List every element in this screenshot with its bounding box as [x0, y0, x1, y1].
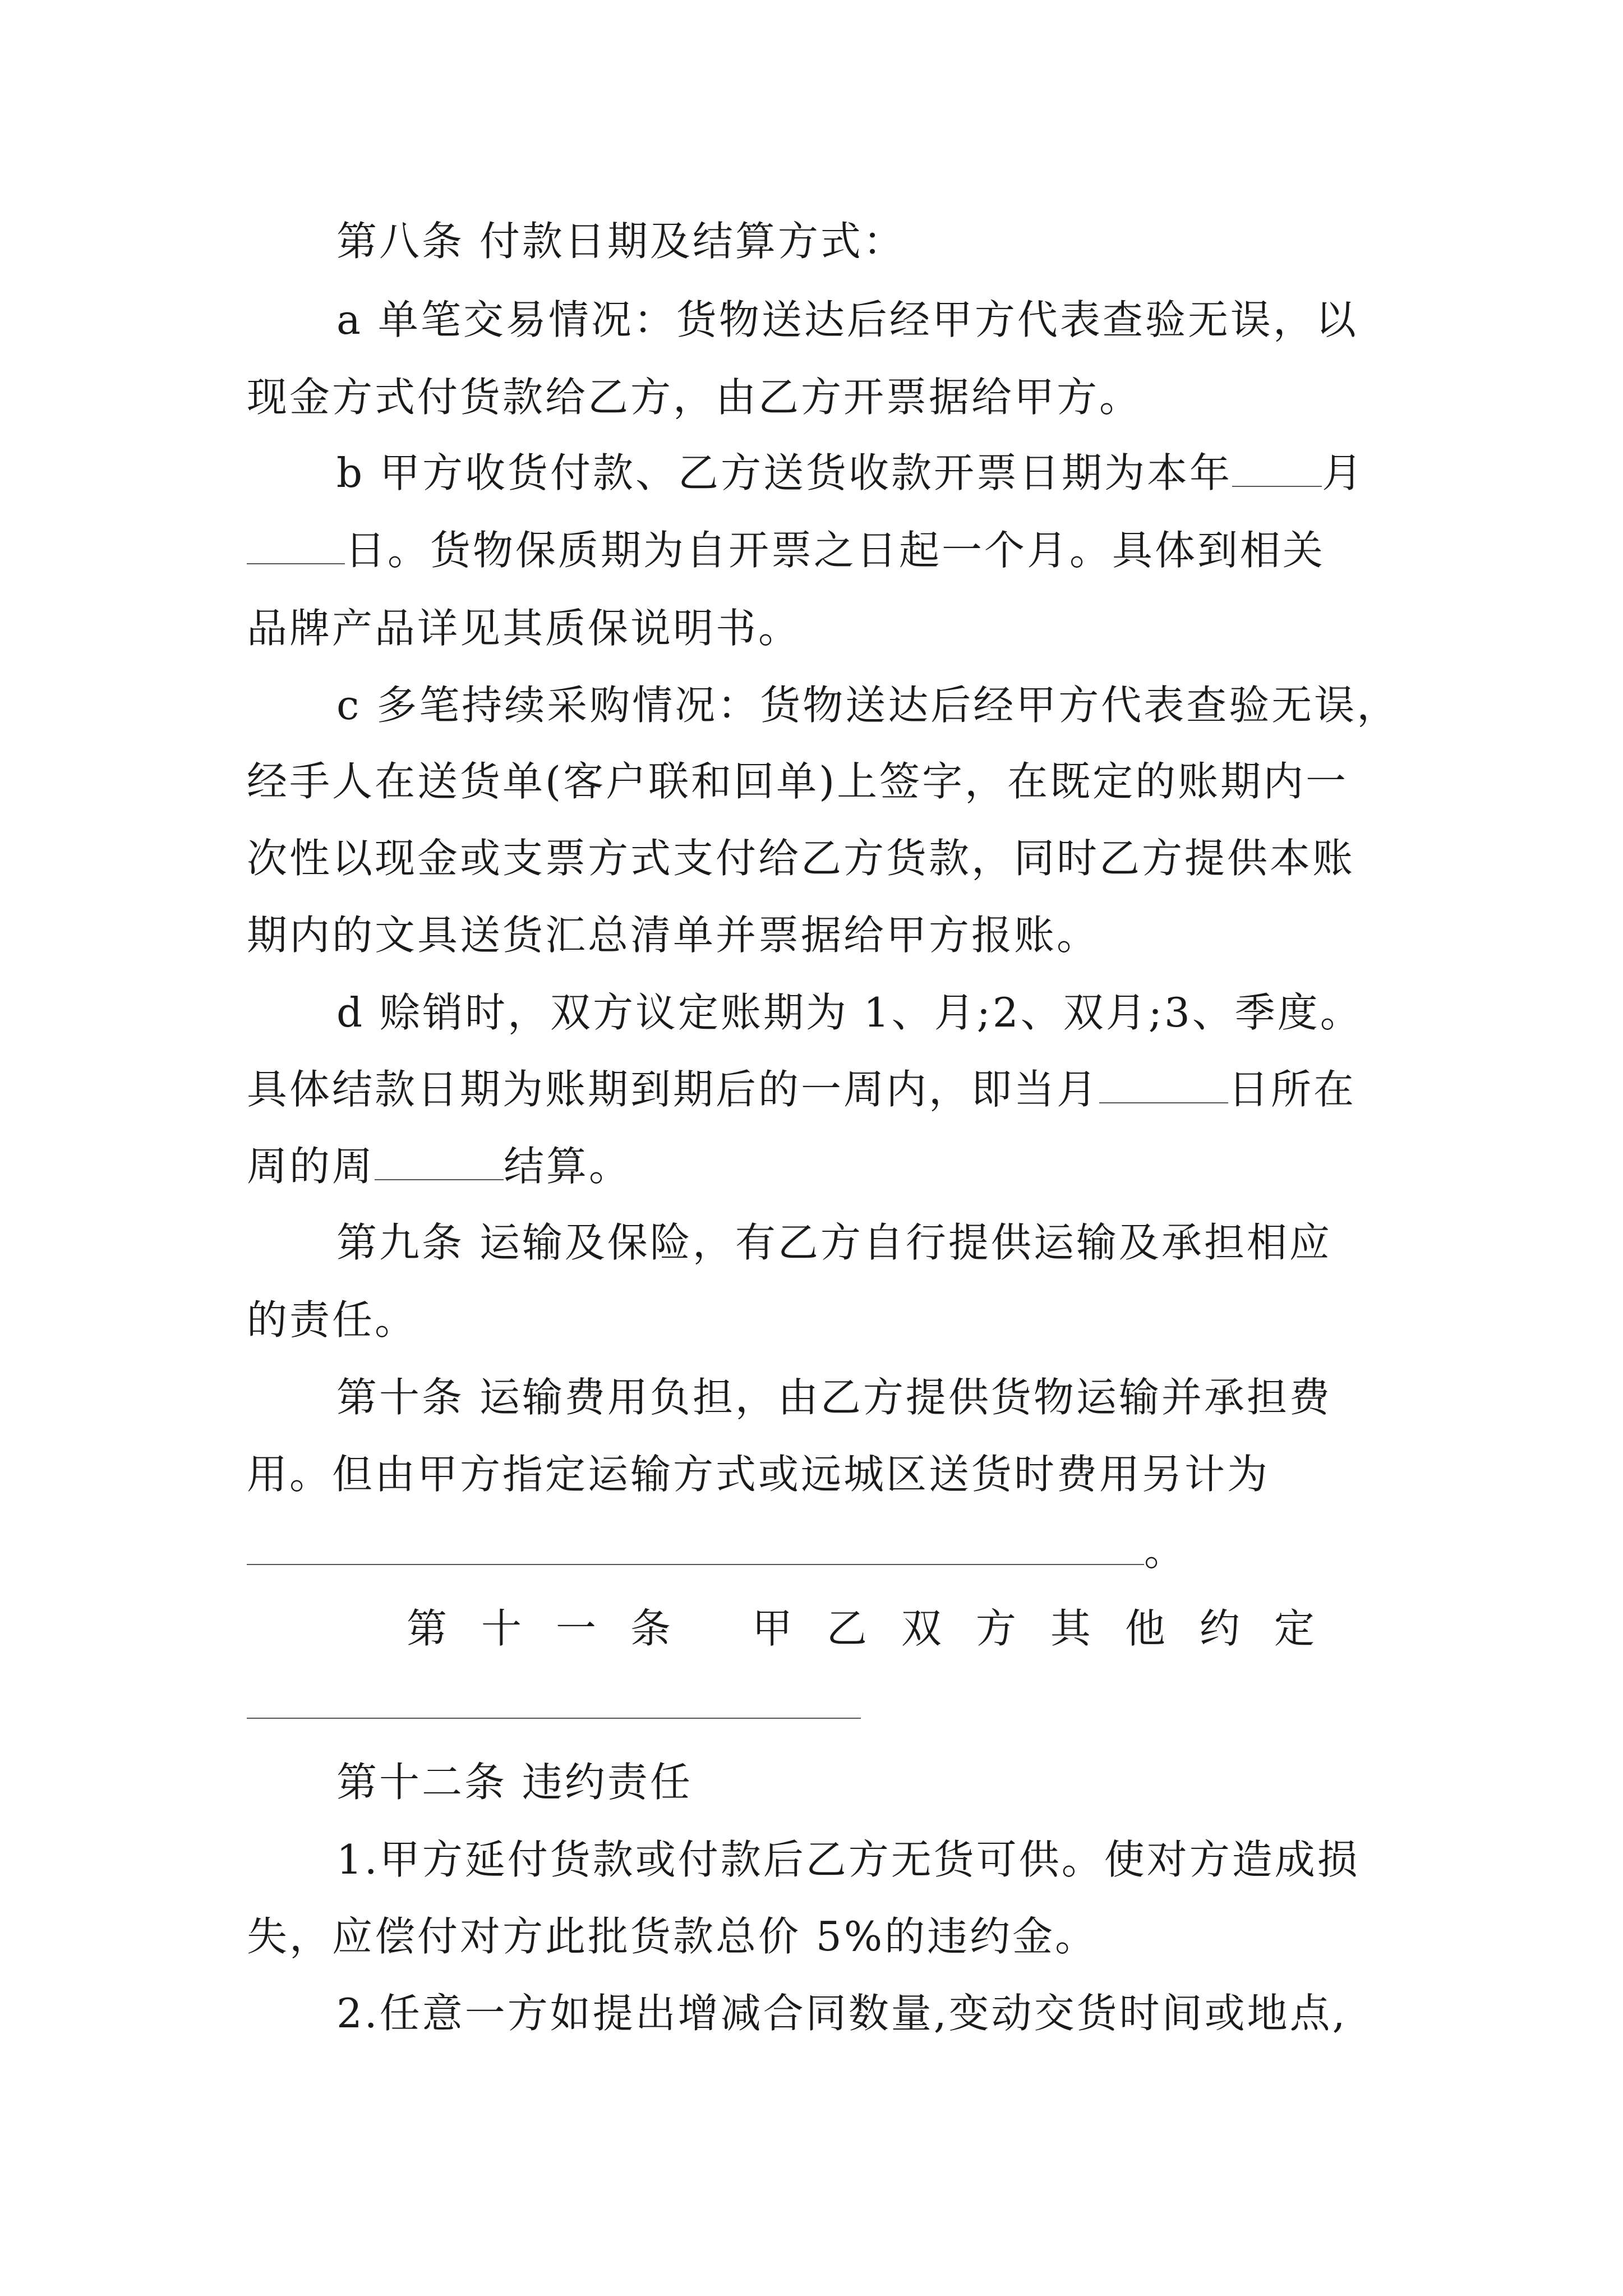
clause-b-text: b 甲方收货付款、乙方送货收款开票日期为本年	[336, 449, 1232, 496]
article-12-item-2-line-1: 2.任意一方如提出增减合同数量,变动交货时间或地点,	[336, 1990, 1348, 2037]
clause-d-suffix: 日所在	[1228, 1066, 1357, 1113]
clause-c-line-4: 期内的文具送货汇总清单并票据给甲方报账。	[247, 912, 1100, 959]
article-12-item-1-line-1: 1.甲方延付货款或付款后乙方无货可供。使对方造成损	[336, 1836, 1360, 1883]
clause-d-line-3	[247, 1139, 631, 1193]
article-8-heading: 第八条 付款日期及结算方式：	[336, 218, 906, 265]
clause-d-text: 具体结款日期为账期到期后的一周内，即当月	[247, 1066, 1100, 1113]
clause-a-line-2: 现金方式付货款给乙方，由乙方开票据给甲方。	[247, 374, 1142, 421]
clause-c-line-3: 次性以现金或支票方式支付给乙方货款，同时乙方提供本账	[247, 835, 1355, 882]
clause-b-line-3: 品牌产品详见其质保说明书。	[247, 605, 801, 652]
article-12-heading: 第十二条 违约责任	[336, 1759, 693, 1806]
article-12-item-1-line-2: 失，应偿付对方此批货款总价 5%的违约金。	[247, 1913, 1098, 1960]
clause-b-line-1	[336, 446, 1364, 500]
month-label: 月	[1321, 449, 1364, 496]
clause-d-settle: 结算。	[504, 1143, 632, 1190]
article-10-line-2: 用。但由甲方指定运输方式或远城区送货时费用另计为	[247, 1451, 1270, 1498]
weekday-blank	[375, 1144, 504, 1180]
article-10-line-3	[247, 1524, 1187, 1578]
day-blank	[247, 528, 345, 564]
article-9-line-2: 的责任。	[247, 1296, 418, 1343]
clause-b-text-2: 日。货物保质期为自开票之日起一个月。具体到相关	[345, 527, 1326, 574]
article-11-blank-line	[247, 1718, 861, 1719]
month-blank	[1232, 451, 1322, 487]
clause-b-line-2	[247, 523, 1325, 577]
article-11-heading: 第十一条 甲乙双方其他约定	[407, 1605, 1349, 1652]
period-mark: 。	[1144, 1527, 1187, 1575]
clause-d-line-1: d 赊销时，双方议定账期为 1、月;2、双月;3、季度。	[336, 989, 1363, 1036]
clause-c-line-2: 经手人在送货单(客户联和回单)上签字，在既定的账期内一	[247, 758, 1349, 805]
clause-d-line-2	[247, 1062, 1356, 1116]
clause-c-line-1: c 多笔持续采购情况：货物送达后经甲方代表查验无误，	[336, 682, 1400, 729]
clause-a-line-1: a 单笔交易情况：货物送达后经甲方代表查验无误，以	[336, 296, 1358, 343]
freight-cost-blank	[247, 1529, 1144, 1565]
article-9-line-1: 第九条 运输及保险，有乙方自行提供运输及承担相应	[336, 1219, 1332, 1266]
clause-d-week-text: 周的周	[247, 1143, 375, 1190]
settlement-day-blank	[1099, 1068, 1228, 1103]
article-10-line-1: 第十条 运输费用负担，由乙方提供货物运输并承担费	[336, 1374, 1332, 1421]
